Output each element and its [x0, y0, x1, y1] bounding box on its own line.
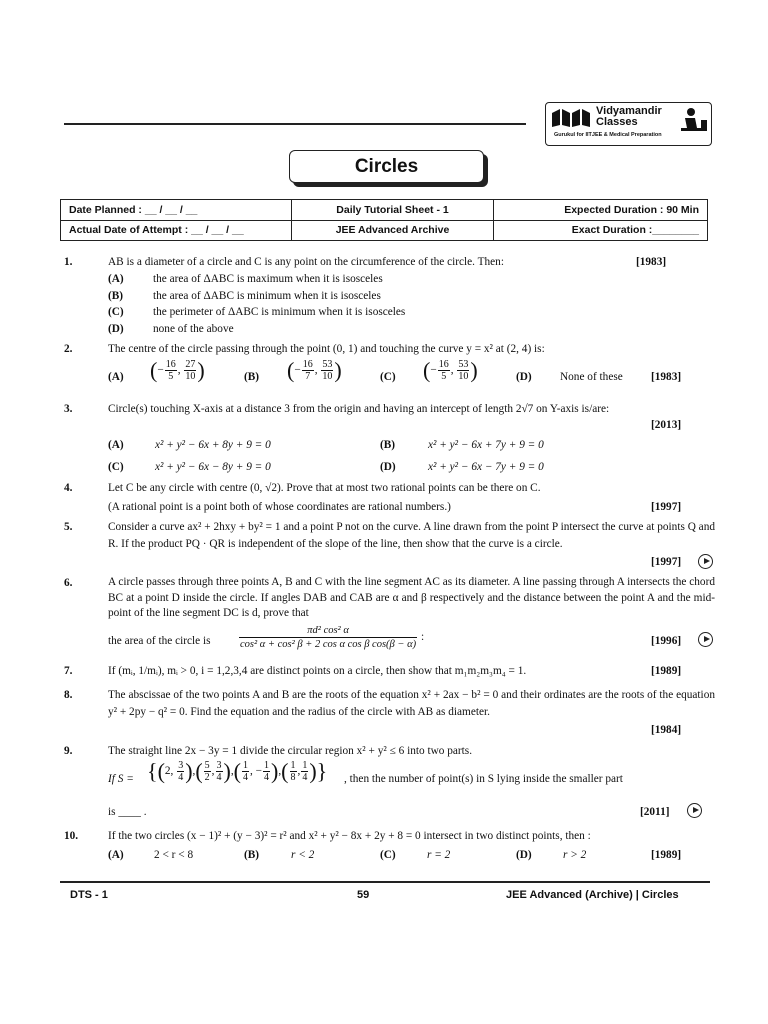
set-s-elements: {(2, $\frac{3}{4}$ ),( $\frac{5}{2}$ , $\frac{3}{4}$ ),( $\frac{1}{4}$ , − $\frac{1}{4}$ ),( $\frac{1}{8}$ , $\frac{1}{4}$ )}	[147, 758, 328, 784]
question-number: 3.	[64, 403, 73, 415]
question-number: 6.	[64, 577, 73, 589]
year-tag: [1983]	[636, 256, 667, 268]
option-label: (A)	[108, 439, 124, 451]
logo-name: Vidyamandir Classes	[596, 105, 662, 128]
actual-date: Actual Date of Attempt : __ / __ / __	[61, 220, 292, 241]
question-text: The abscissae of the two points A and B are the roots of the equation x² + 2ax − b² = 0 and their ordinates are the roots of the equation y² + 2py − q² = 0. Find the equation and the radius of the circle with AB as diameter.	[108, 689, 715, 718]
option-text: r < 2	[291, 849, 315, 861]
archive-label: JEE Advanced Archive	[292, 220, 494, 241]
option-label: (A)	[108, 371, 124, 383]
year-tag: [1983]	[651, 371, 682, 383]
question-text: If (mᵢ, 1/mᵢ), mᵢ > 0, i = 1,2,3,4 are distinct points on a circle, then show that m₁m₂m₃m₄ = 1.	[108, 665, 527, 677]
option-text: x² + y² − 6x − 8y + 9 = 0	[155, 461, 271, 473]
option-text: r = 2	[427, 849, 451, 861]
option-label: (C)	[108, 306, 124, 318]
header-rule	[64, 123, 526, 125]
year-tag: [2013]	[651, 419, 682, 431]
question-note: (A rational point is a point both of whose coordinates are rational numbers.)	[108, 501, 451, 513]
option-text: the perimeter of ΔABC is minimum when it is isosceles	[153, 306, 406, 318]
option-label: (B)	[244, 849, 260, 861]
question-number: 10.	[64, 830, 79, 842]
question-number: 5.	[64, 521, 73, 533]
option-text: x² + y² − 6x + 8y + 9 = 0	[155, 439, 271, 451]
year-tag: [1996]	[651, 635, 682, 647]
option-text: the area of ΔABC is maximum when it is isosceles	[153, 273, 383, 285]
year-tag: [1984]	[651, 724, 682, 736]
exact-duration: Exact Duration :________	[494, 220, 708, 241]
question-text: Consider a curve ax² + 2hxy + by² = 1 and a point P not on the curve. A line drawn from the point P intersect the curve at points Q and R. If the product PQ · QR is independent of the slope of the line, then show that the curve is a circle.	[108, 521, 715, 550]
option-label: (C)	[380, 371, 396, 383]
option-label: (D)	[516, 849, 532, 861]
option-label: (D)	[516, 371, 532, 383]
option-text: r > 2	[563, 849, 587, 861]
question-number: 4.	[64, 482, 73, 494]
question-text-3: is ____ .	[108, 806, 147, 818]
footer-chapter: JEE Advanced (Archive) | Circles	[506, 889, 679, 901]
option-text: none of the above	[153, 323, 234, 335]
option-c-value: (− $\frac{16}{5}$ , $\frac{53}{10}$ )	[423, 357, 478, 383]
footer-sheet-code: DTS - 1	[70, 889, 108, 901]
option-label: (C)	[108, 461, 124, 473]
question-text: AB is a diameter of a circle and C is any point on the circumference of the circle. Then:	[108, 256, 504, 268]
question-number: 2.	[64, 343, 73, 355]
page-number: 59	[357, 889, 370, 901]
option-text: x² + y² − 6x + 7y + 9 = 0	[428, 439, 544, 451]
video-solution-icon[interactable]	[698, 554, 713, 569]
student-at-desk-icon	[679, 106, 709, 136]
question-text: A circle passes through three points A, B and C with the line segment AC as its diameter. A line passing through A intersects the chord BC at a point D inside the circle. If angles DAB and CAB are α and β respectively and the distance between the point A and the mid-point of the line segment DC is d, prove that	[108, 576, 715, 619]
option-label: (A)	[108, 849, 124, 861]
area-formula: $\frac{\text{πd² cos² α}}{\text{cos² α + cos² β + 2 cos α cos β cos(β − α)}}$ :	[240, 625, 425, 650]
option-label: (D)	[108, 323, 124, 335]
option-text: x² + y² − 6x − 7y + 9 = 0	[428, 461, 544, 473]
option-label: (D)	[380, 461, 396, 473]
books-icon	[550, 107, 592, 129]
page-title: Circles	[354, 156, 419, 177]
set-s-label: If S =	[108, 773, 134, 785]
year-tag: [1997]	[651, 556, 682, 568]
option-text: the area of ΔABC is minimum when it is isosceles	[153, 290, 381, 302]
video-solution-icon[interactable]	[687, 803, 702, 818]
year-tag: [1989]	[651, 665, 682, 677]
question-number: 1.	[64, 256, 73, 268]
option-label: (C)	[380, 849, 396, 861]
vidyamandir-logo	[545, 102, 712, 146]
option-label: (B)	[380, 439, 396, 451]
logo-tagline: Gurukul for IITJEE & Medical Preparation	[554, 132, 662, 138]
question-number: 8.	[64, 689, 73, 701]
question-text: If the two circles (x − 1)² + (y − 3)² = r² and x² + y² − 8x + 2y + 8 = 0 intersect in two distinct points, then :	[108, 830, 591, 842]
option-text: None of these	[560, 371, 623, 383]
question-text-2: the area of the circle is	[108, 635, 211, 647]
date-planned: Date Planned : __ / __ / __	[61, 200, 292, 221]
option-label: (B)	[244, 371, 260, 383]
question-text: Let C be any circle with centre (0, √2). Prove that at most two rational points can be there on C.	[108, 482, 541, 494]
sheet-info-table	[60, 199, 708, 241]
question-text-2: , then the number of point(s) in S lying inside the smaller part	[344, 773, 623, 785]
option-a-value: (− $\frac{16}{5}$ , $\frac{27}{10}$ )	[150, 357, 205, 383]
question-number: 7.	[64, 665, 73, 677]
question-text: The centre of the circle passing through the point (0, 1) and touching the curve y = x² at (2, 4) is:	[108, 343, 545, 355]
year-tag: [1989]	[651, 849, 682, 861]
year-tag: [1997]	[651, 501, 682, 513]
question-number: 9.	[64, 745, 73, 757]
sheet-label: Daily Tutorial Sheet - 1	[292, 200, 494, 221]
year-tag: [2011]	[640, 806, 670, 818]
option-text: 2 < r < 8	[154, 849, 194, 861]
expected-duration: Expected Duration : 90 Min	[494, 200, 708, 221]
title-box	[289, 150, 484, 183]
video-solution-icon[interactable]	[698, 632, 713, 647]
footer-rule	[60, 881, 710, 883]
question-text: The straight line 2x − 3y = 1 divide the circular region x² + y² ≤ 6 into two parts.	[108, 745, 473, 757]
option-label: (A)	[108, 273, 124, 285]
option-label: (B)	[108, 290, 124, 302]
option-b-value: (− $\frac{16}{7}$ , $\frac{53}{10}$ )	[287, 357, 342, 383]
question-text: Circle(s) touching X-axis at a distance 3 from the origin and having an intercept of length 2√7 on Y-axis is/are:	[108, 403, 610, 415]
